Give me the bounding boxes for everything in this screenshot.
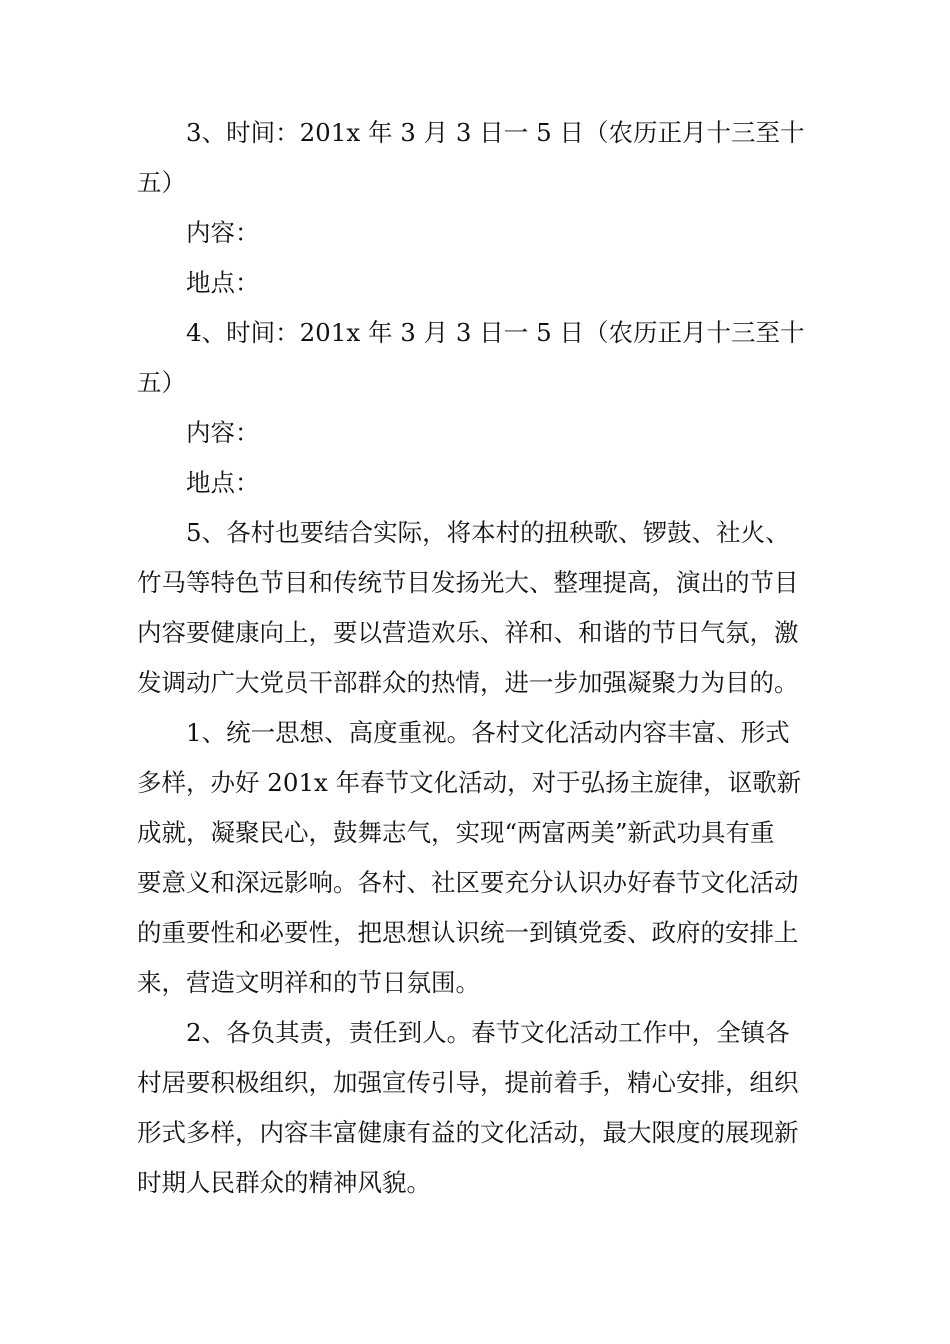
requirement-1-paragraph-line: 的重要性和必要性，把思想认识统一到镇党委、政府的安排上: [137, 918, 799, 947]
item-4-content-label: 内容：: [186, 418, 260, 447]
requirement-1-paragraph-line: 1、统一思想、高度重视。各村文化活动内容丰富、形式: [186, 718, 790, 747]
requirement-1-paragraph-line: 多样，办好 201x 年春节文化活动，对于弘扬主旋律，讴歌新: [137, 768, 802, 797]
item-4-location-label: 地点：: [186, 468, 260, 497]
item-5-paragraph-line: 发调动广大党员干部群众的热情，进一步加强凝聚力为目的。: [137, 668, 799, 697]
item-5-paragraph-line: 5、各村也要结合实际，将本村的扭秧歌、锣鼓、社火、: [186, 518, 790, 547]
item-3-time-continued: 五）: [137, 168, 186, 197]
item-4-time-line: 4、时间：201x 年 3 月 3 日一 5 日（农历正月十三至十: [186, 318, 805, 347]
requirement-2-paragraph-line: 村居要积极组织，加强宣传引导，提前着手，精心安排，组织: [137, 1068, 799, 1097]
item-4-time-continued: 五）: [137, 368, 186, 397]
item-5-paragraph-line: 内容要健康向上，要以营造欢乐、祥和、和谐的节日气氛，激: [137, 618, 799, 647]
requirement-2-paragraph-line: 形式多样，内容丰富健康有益的文化活动，最大限度的展现新: [137, 1118, 799, 1147]
requirement-1-paragraph-line: 来，营造文明祥和的节日氛围。: [137, 968, 480, 997]
requirement-1-paragraph-line: 成就，凝聚民心，鼓舞志气，实现“两富两美”新武功具有重: [137, 818, 775, 847]
requirement-2-paragraph-line: 2、各负其责，责任到人。春节文化活动工作中，全镇各: [186, 1018, 790, 1047]
item-5-paragraph-line: 竹马等特色节目和传统节目发扬光大、整理提高，演出的节目: [137, 568, 799, 597]
requirement-1-paragraph-line: 要意义和深远影响。各村、社区要充分认识办好春节文化活动: [137, 868, 799, 897]
requirement-2-paragraph-line: 时期人民群众的精神风貌。: [137, 1168, 431, 1197]
item-3-time-line: 3、时间：201x 年 3 月 3 日一 5 日（农历正月十三至十: [186, 118, 805, 147]
item-3-location-label: 地点：: [186, 268, 260, 297]
item-3-content-label: 内容：: [186, 218, 260, 247]
